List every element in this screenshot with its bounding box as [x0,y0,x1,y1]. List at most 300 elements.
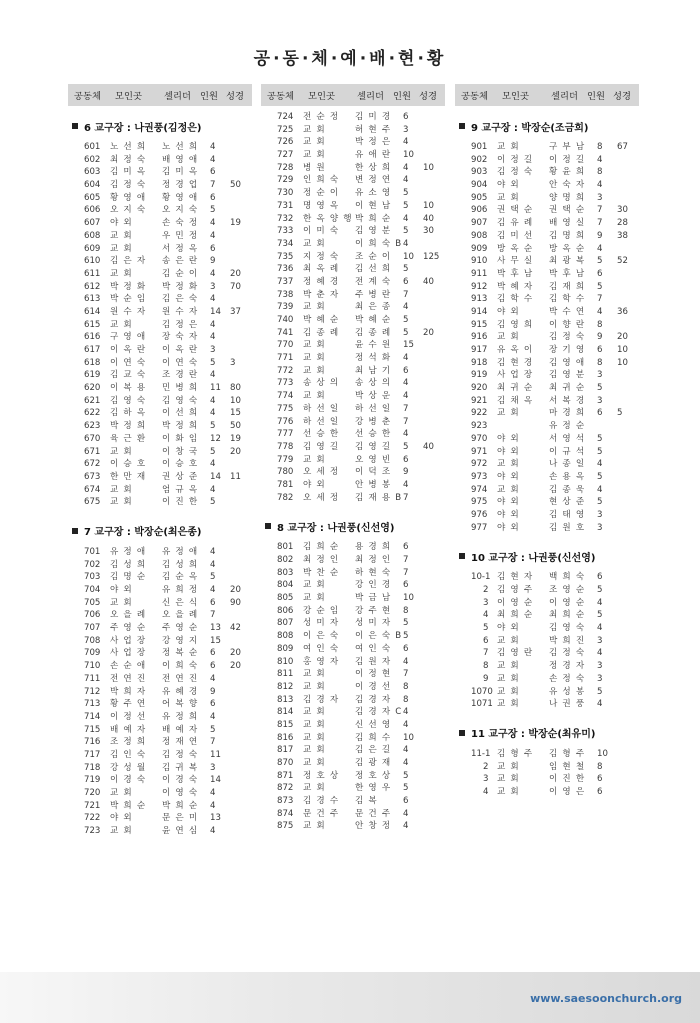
cell-place: 교 회 [303,353,326,364]
cell-leader: 김 경 자 [355,694,392,705]
cell-count: 5 [210,724,216,735]
cell-count: 3 [210,345,216,355]
cell-place: 황 영 애 [110,192,147,203]
cell-number: 7 [483,648,489,659]
cell-leader: 김 희 수 [355,732,392,743]
cell-count: 4 [210,268,216,279]
cell-place: 교 회 [110,484,133,495]
cell-leader: 노 선 희 [162,142,199,152]
cell-count: 9 [210,256,216,267]
cell-count: 10 [403,251,414,262]
cell-bible: 40 [423,213,434,224]
cell-count: 4 [210,484,216,495]
cell-leader: 손 용 옥 [549,471,586,482]
cell-number: 729 [277,175,294,186]
cell-count: 4 [597,484,603,495]
district-title-text: 8 교구장 : 나권풍(신선영) [277,522,395,534]
cell-count: 5 [403,226,409,237]
cell-place: 교 회 [497,673,520,684]
cell-count: 7 [403,403,409,414]
page-title: 공·동·체·예·배·현·황 [253,49,447,69]
cell-place: 김 정 숙 [110,180,147,191]
cell-place: 김 성 희 [110,559,147,570]
cell-number: 915 [471,319,488,330]
table-row [261,719,445,732]
cell-number: 807 [277,618,294,629]
table-row [68,584,252,597]
cell-number: 609 [84,243,101,254]
cell-bible: 90 [230,597,241,608]
cell-leader: 최 남 기 [355,365,392,376]
cell-count: 6 [597,572,603,583]
cell-number: 706 [84,610,101,621]
cell-place: 김 종 례 [303,327,340,338]
cell-leader: 김 은 숙 [162,294,199,305]
cell-place: 김 경 수 [303,796,340,807]
cell-place: 박 혜 순 [303,315,340,325]
cell-count: 4 [597,699,603,710]
cell-leader: 김 정 숙 [549,648,586,659]
cell-number: 2 [483,585,489,595]
cell-leader: 박 혜 순 [355,315,392,325]
table-row [261,605,445,618]
district-title-text: 10 교구장 : 나권풍(신선영) [471,552,596,564]
cell-leader: 방 옥 순 [549,243,586,254]
table-row [455,166,639,179]
cell-count: 4 [210,546,216,557]
cell-count: 6 [210,243,216,254]
cell-count: 8 [403,694,409,705]
cell-place: 교 회 [303,238,326,249]
cell-place: 교 회 [497,332,520,343]
cell-leader: 오 을 례 [162,610,199,621]
cell-place: 교 회 [303,707,326,718]
cell-place: 문 건 주 [303,808,340,819]
cell-place: 야 외 [497,446,520,457]
table-row [261,390,445,403]
cell-place: 박 순 임 [110,294,147,305]
table-row [455,584,639,597]
cell-place: 야 외 [497,306,520,317]
cell-place: 교 회 [497,192,520,203]
cell-place: 한 만 재 [110,471,147,482]
cell-leader: 서 복 경 [549,395,586,406]
cell-count: 14 [210,775,221,786]
cell-place: 김 은 자 [110,256,147,267]
cell-number: 715 [84,724,101,735]
cell-leader: 강 영 지 [162,635,199,646]
table-row [261,225,445,238]
cell-place: 교 회 [303,732,326,743]
table-row [68,647,252,660]
table-row [455,382,639,395]
cell-place: 교 회 [110,826,133,837]
table-row [261,327,445,340]
cell-number: 1070 [471,686,493,697]
table-row [68,141,252,154]
cell-number: 675 [84,497,101,508]
table-row [261,276,445,289]
header-cell: 셀리더 [164,91,191,102]
cell-bible: 28 [617,218,628,229]
cell-number: 780 [277,467,294,478]
cell-count: 4 [403,378,409,389]
cell-bible: 20 [230,446,241,457]
cell-bible: 67 [617,142,628,152]
cell-number: 5 [483,623,489,634]
district-title [455,118,639,134]
cell-leader: 박 금 남 [355,593,392,604]
cell-number: 608 [84,230,101,241]
cell-leader: 선 승 한 [355,429,392,440]
cell-number: 921 [471,395,488,406]
cell-number: 811 [277,669,294,680]
cell-place: 교 회 [110,446,133,457]
cell-leader: 박 수 연 [549,306,586,317]
cell-leader: 김 종 욱 [549,484,586,495]
cell-count: 5 [597,433,603,444]
table-row [68,446,252,459]
column-header [455,84,639,106]
cell-leader: 강 주 현 [355,605,392,616]
cell-count: 4 [597,623,603,634]
cell-leader: 박 상 운 [355,391,392,402]
cell-place: 교 회 [303,340,326,351]
cell-count: 4 [210,218,216,229]
cell-leader: 김 정 숙 [549,332,586,343]
cell-place: 유 옥 이 [497,345,534,355]
table-row [68,331,252,344]
cell-count: 6 [403,454,409,465]
cell-leader: 이 희 숙 B [355,238,403,249]
cell-count: 6 [597,268,603,279]
table-row [261,213,445,226]
cell-leader: 신 선 영 [355,719,392,730]
cell-count: 6 [597,786,603,797]
cell-leader: 구 부 남 [549,142,586,152]
cell-number: 725 [277,124,294,135]
table-row [455,433,639,446]
cell-number: 702 [84,559,101,570]
cell-count: 4 [403,213,409,224]
cell-leader: 이 창 국 [162,446,199,457]
cell-leader: 김 귀 복 [162,762,199,773]
table-row [68,484,252,497]
cell-count: 6 [403,542,409,553]
cell-leader: 김 영 분 [355,226,392,237]
cell-leader: 하 현 숙 [355,567,392,578]
cell-leader: 서 영 석 [549,433,586,444]
cell-count: 7 [403,669,409,680]
cell-place: 오 지 숙 [110,205,147,216]
cell-count: 6 [403,580,409,591]
cell-place: 정 호 상 [303,770,340,781]
header-cell: 성경 [226,91,244,102]
cell-place: 육 근 환 [110,433,147,444]
cell-number: 613 [84,294,101,305]
cell-place: 주 영 순 [110,623,147,634]
cell-place: 오 세 정 [303,467,340,478]
cell-leader: 김 학 수 [549,294,586,305]
table-row [68,357,252,370]
cell-place: 김 형 주 [497,748,534,759]
cell-leader: 김 순 이 [162,268,199,279]
cell-number: 741 [277,327,294,338]
cell-leader: 이 진 한 [162,497,199,508]
cell-leader: 정 재 연 [162,737,199,748]
cell-number: 674 [84,484,101,495]
cell-bible: 11 [230,471,241,482]
table-row [261,479,445,492]
cell-bible: 10 [617,345,628,355]
cell-number: 1071 [471,699,493,710]
cell-bible: 50 [230,421,241,432]
cell-leader: 나 종 일 [549,459,586,470]
cell-place: 야 외 [110,218,133,229]
group-rows [261,541,445,833]
district-title [68,118,252,134]
cell-place: 야 외 [497,180,520,191]
table-row [68,546,252,559]
cell-leader: 최 귀 순 [549,383,586,394]
cell-place: 김 학 수 [497,294,534,305]
table-row [455,773,639,786]
cell-place: 송 상 의 [303,378,340,389]
cell-place: 최 귀 순 [497,383,534,394]
cell-bible: 20 [230,661,241,672]
cell-place: 박 희 자 [110,686,147,697]
cell-number: 816 [277,732,294,743]
cell-count: 10 [403,150,414,161]
table-row [68,382,252,395]
table-row [261,554,445,567]
cell-leader: 최 은 종 [355,302,392,313]
cell-place: 원 수 자 [110,306,147,317]
cell-place: 야 외 [110,585,133,595]
table-row [68,686,252,699]
cell-leader: 안 숙 자 [549,180,586,191]
cell-number: 920 [471,383,488,394]
cell-bible: 80 [230,383,241,394]
cell-number: 901 [471,142,488,152]
column-1 [68,84,252,838]
cell-place: 교 회 [303,758,326,768]
cell-leader: 배 예 자 [162,724,199,735]
cell-leader: 김 태 영 [549,509,586,520]
table-row [68,306,252,319]
cell-place: 김 미 선 [497,230,534,241]
cell-leader: 김 정 은 [162,319,199,330]
cell-number: 703 [84,572,101,583]
cell-count: 7 [403,289,409,300]
header-cell: 모인곳 [115,91,142,102]
cell-leader: 양 명 희 [549,192,586,203]
cell-count: 4 [210,294,216,305]
cell-count: 4 [403,719,409,730]
cell-place: 교 회 [110,597,133,608]
cell-leader: 나 권 풍 [549,699,586,710]
table-row [455,306,639,319]
cell-place: 김 희 순 [303,542,340,553]
group-rows [455,141,639,534]
cell-place: 교 회 [303,137,326,148]
cell-number: 805 [277,593,294,604]
cell-number: 718 [84,762,101,773]
square-bullet-icon [459,730,465,736]
cell-leader: 김 선 희 [355,264,392,275]
cell-bible: 70 [230,281,241,292]
table-row [455,243,639,256]
cell-number: 607 [84,218,101,229]
cell-place: 인 희 숙 [303,175,340,186]
table-row [261,592,445,605]
table-row [68,774,252,787]
cell-count: 15 [210,635,221,646]
cell-number: 3 [483,597,489,608]
cell-number: 731 [277,200,294,211]
cell-count: 4 [403,391,409,402]
cell-leader: 한 영 우 [355,783,392,794]
table-row [455,357,639,370]
cell-count: 4 [210,370,216,381]
cell-place: 하 선 일 [303,416,340,427]
cell-leader: 김 원 호 [549,522,586,533]
cell-leader: 어 복 향 [162,699,199,710]
cell-bible: 37 [230,306,241,317]
cell-count: 4 [210,395,216,406]
table-row [261,124,445,137]
cell-count: 4 [597,243,603,254]
cell-leader: 김 영 숙 [549,623,586,634]
cell-number: 904 [471,180,488,191]
cell-count: 10 [403,732,414,743]
cell-place: 김 영 숙 [110,395,147,406]
cell-number: 740 [277,315,294,325]
cell-place: 교 회 [303,150,326,161]
website-url[interactable]: www.saesoonchurch.org [530,992,682,1005]
group-rows [455,748,639,799]
cell-number: 977 [471,522,488,533]
cell-place: 김 경 자 [303,694,340,705]
cell-place: 황 주 연 [110,699,147,710]
cell-count: 4 [210,459,216,470]
cell-number: 614 [84,306,101,317]
cell-number: 4 [483,786,489,797]
table-row [261,706,445,719]
cell-number: 779 [277,454,294,465]
cell-leader: 엄 규 옥 [162,484,199,495]
cell-count: 4 [597,597,603,608]
table-row [455,698,639,711]
cell-count: 7 [210,737,216,748]
district-title [68,523,252,539]
cell-leader: 김 영 길 [355,441,392,452]
district-group [261,518,445,833]
cell-place: 병 원 [303,162,326,173]
cell-place: 이 정 길 [497,154,534,165]
cell-count: 10 [597,748,608,759]
cell-number: 705 [84,597,101,608]
cell-leader: 민 병 희 [162,383,199,394]
cell-number: 733 [277,226,294,237]
table-row [261,757,445,770]
cell-leader: 성 미 자 [355,618,392,629]
cell-place: 김 하 옥 [110,408,147,419]
cell-place: 야 외 [497,522,520,533]
cell-bible: 50 [230,180,241,191]
cell-number: 602 [84,154,101,165]
cell-place: 교 회 [303,454,326,465]
cell-count: 5 [403,618,409,629]
cell-place: 교 회 [110,243,133,254]
cell-place: 교 회 [110,788,133,798]
cell-place: 성 미 자 [303,618,340,629]
group-rows [455,571,639,711]
cell-number: 672 [84,459,101,470]
table-row [261,441,445,454]
cell-leader: 이 덕 조 [355,467,392,478]
cell-count: 4 [403,707,409,718]
cell-number: 707 [84,623,101,634]
cell-count: 5 [403,327,409,338]
cell-count: 5 [403,264,409,275]
cell-place: 강 성 월 [110,762,147,773]
district-title [261,518,445,534]
cell-place: 교 회 [497,786,520,797]
table-row [68,369,252,382]
cell-number: 709 [84,648,101,659]
cell-place: 김 영 희 [497,319,534,330]
cell-leader: 오 영 빈 [355,454,392,465]
cell-leader: 장 숙 자 [162,332,199,343]
cell-place: 이 정 선 [110,711,147,722]
cell-count: 11 [210,749,221,760]
cell-count: 4 [210,408,216,419]
table-row [455,686,639,699]
table-row [455,786,639,799]
cell-leader: 변 정 연 [355,175,392,186]
cell-number: 910 [471,256,488,267]
header-cell: 공동체 [461,91,488,102]
cell-bible: 38 [617,230,628,241]
table-row [455,609,639,622]
cell-bible: 30 [617,205,628,216]
cell-number: 922 [471,408,488,419]
cell-leader: 여 인 숙 [355,643,392,654]
table-row [261,492,445,505]
cell-place: 야 외 [497,623,520,634]
cell-count: 5 [403,770,409,781]
cell-leader: 이 희 숙 [162,661,199,672]
cell-place: 오 을 례 [110,610,147,621]
footer-bar [0,972,700,1023]
header-cell: 셀리더 [357,91,384,102]
table-row [455,255,639,268]
cell-count: 6 [403,643,409,654]
column-header [68,84,252,106]
cell-count: 7 [597,205,603,216]
cell-leader: 하 선 일 [355,403,392,414]
cell-place: 최 정 숙 [110,154,147,165]
table-row [261,263,445,276]
cell-bible: 20 [423,327,434,338]
table-row [455,179,639,192]
table-row [68,154,252,167]
cell-place: 한 옥 양 행 [303,213,353,224]
cell-place: 교 회 [497,661,520,672]
cell-count: 8 [597,167,603,178]
cell-leader: 전 연 진 [162,673,199,684]
